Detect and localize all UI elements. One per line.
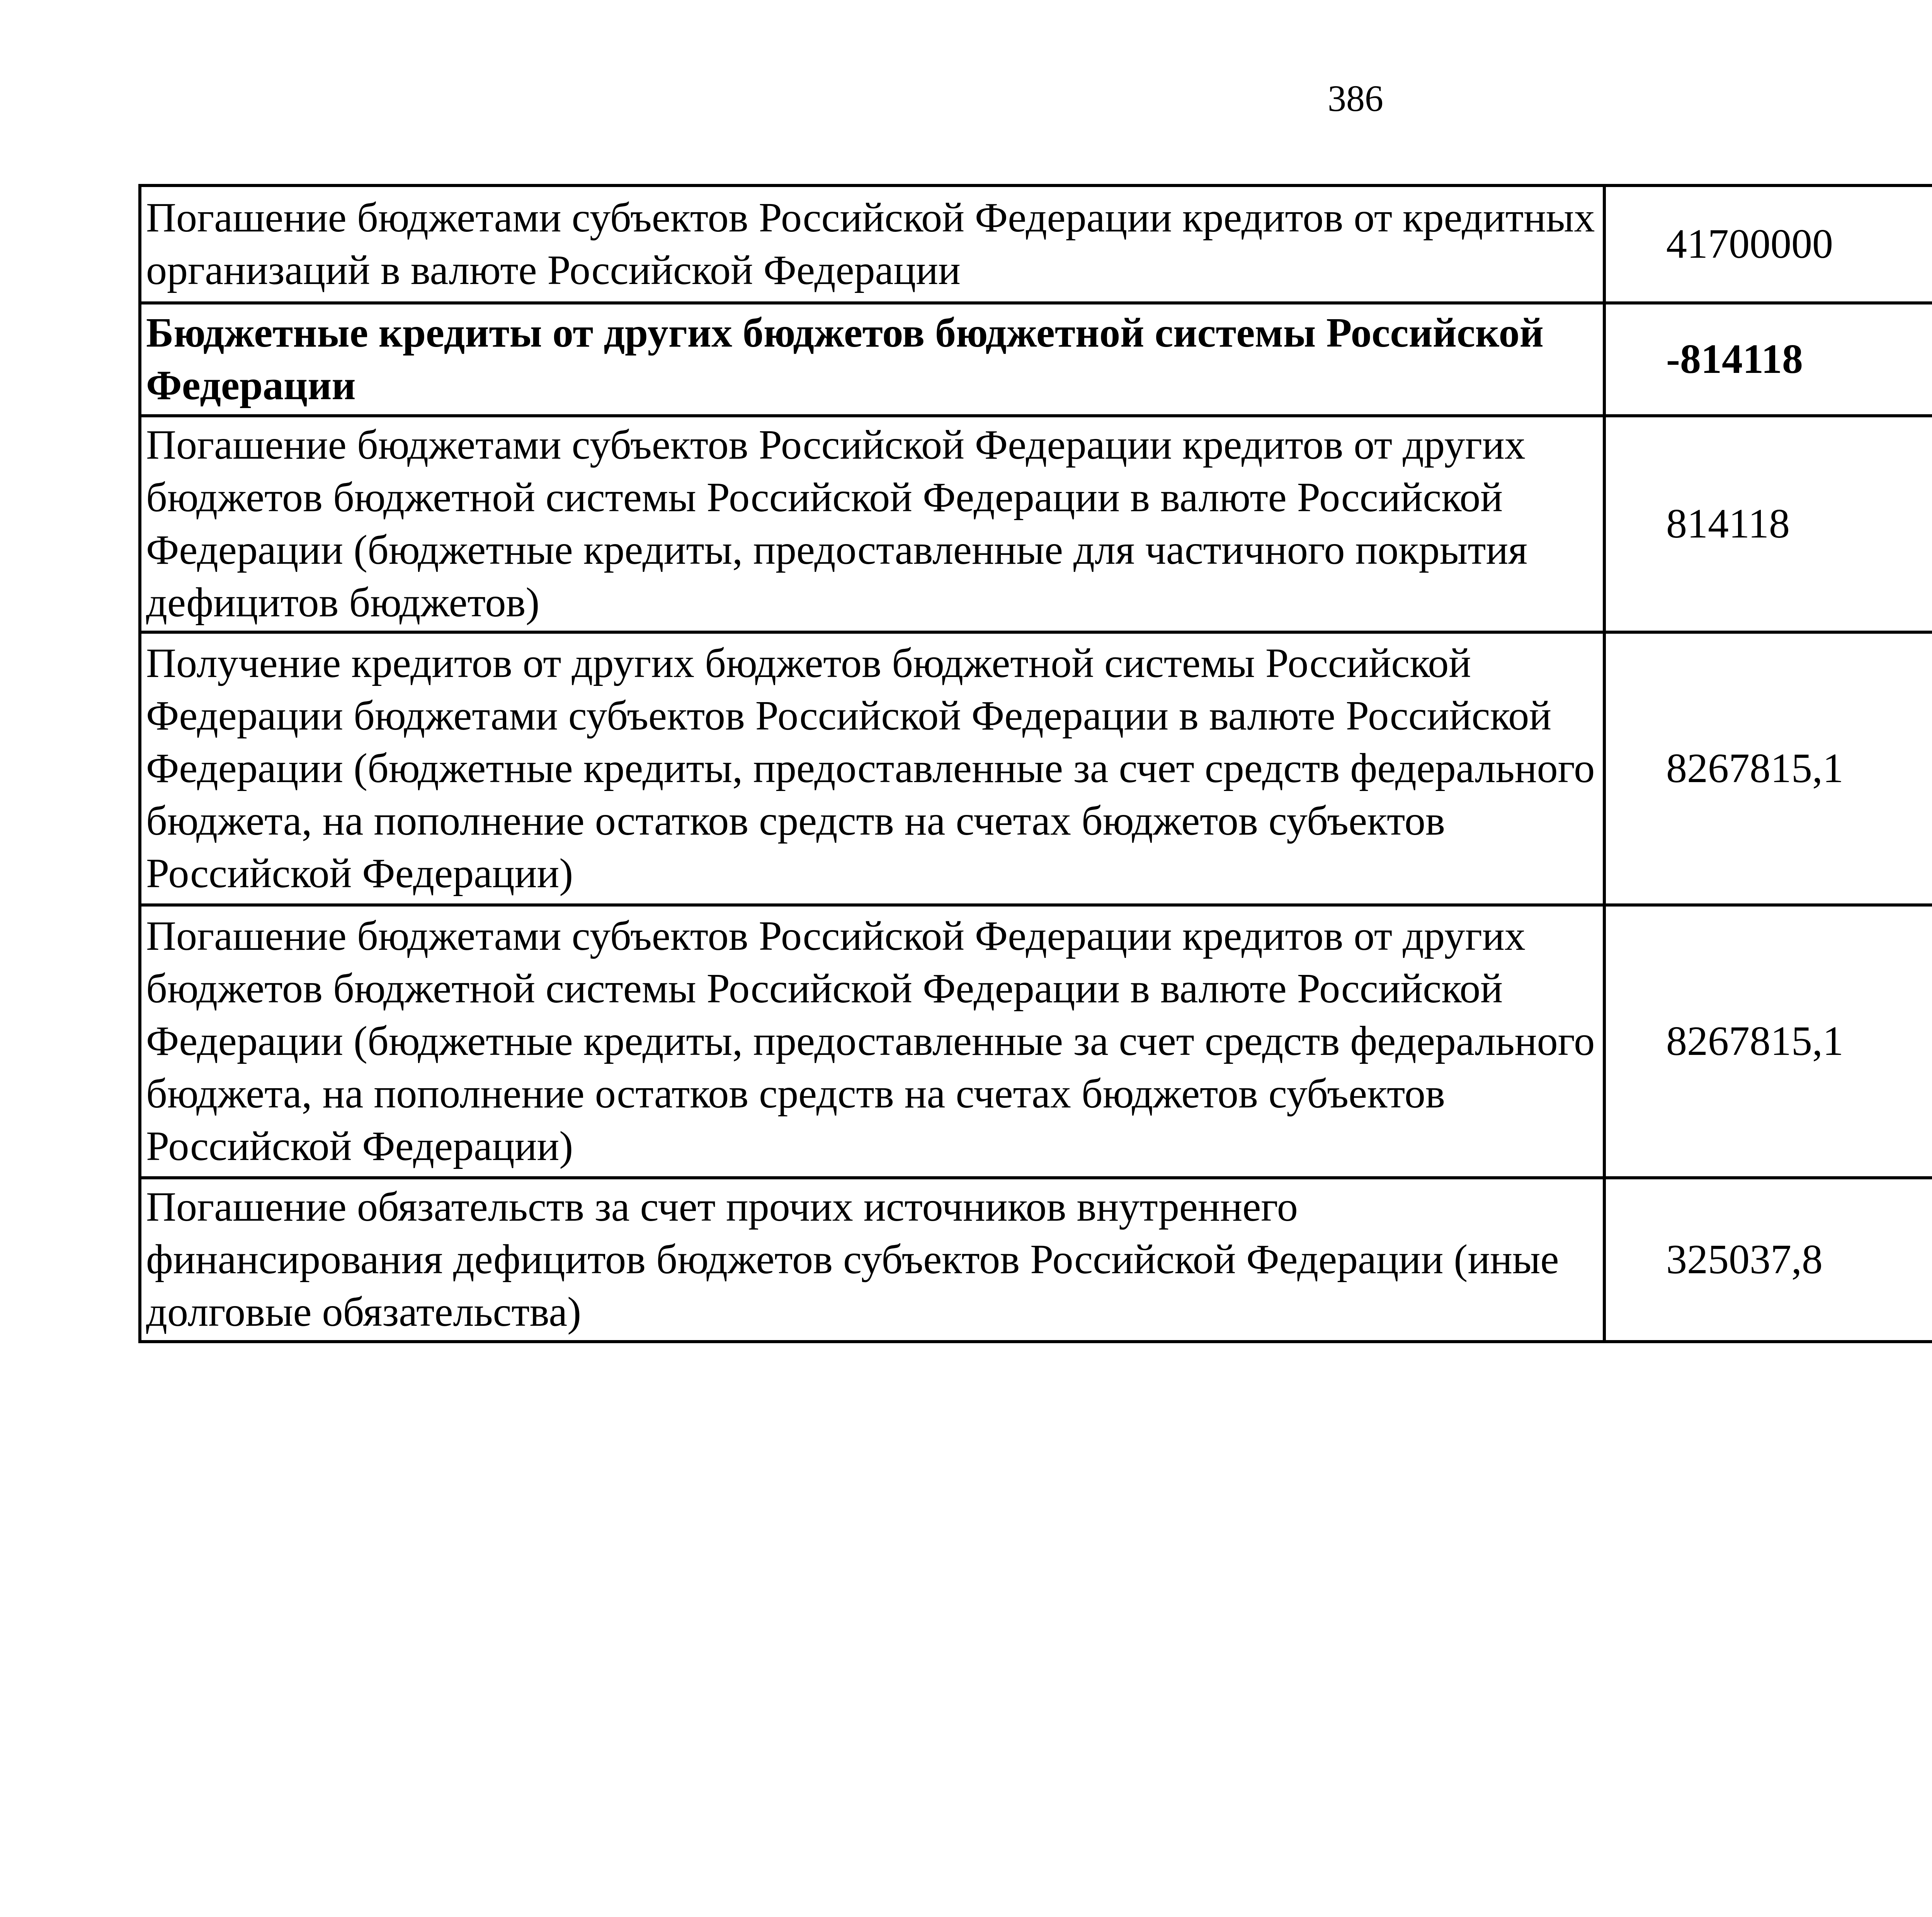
value-cell: 41700000 [1604,185,1932,303]
row-description: Получение кредитов от других бюджетов бюджетной системы Российской Федерации бюджетами субъектов Российской Федерации в валюте Российской Федерации (бюджетные кредиты, предоставленные за счет средств федерального бюджета, на пополнение остатков средств на счетах бюджетов субъектов Российской Федерации) [140,632,1604,905]
table-row [140,416,1932,632]
value-cell: 8267815,1 [1604,632,1932,905]
row-description: Погашение бюджетами субъектов Российской Федерации кредитов от других бюджетов бюджетной системы Российской Федерации в валюте Российской Федерации (бюджетные кредиты, предоставленные для частичного покрытия дефицитов бюджетов) [140,416,1604,632]
row-description: Погашение обязательств за счет прочих источников внутреннего финансирования дефицитов бюджетов субъектов Российской Федерации (иные долговые обязательства) [140,1178,1604,1342]
table-row [140,632,1932,905]
row-description: Погашение бюджетами субъектов Российской Федерации кредитов от других бюджетов бюджетной системы Российской Федерации в валюте Российской Федерации (бюджетные кредиты, предоставленные за счет средств федерального бюджета, на пополнение остатков средств на счетах бюджетов субъектов Российской Федерации) [140,905,1604,1178]
page-number: 386 [1328,78,1383,119]
value-cell: -814118 [1604,303,1932,416]
table-row [140,1178,1932,1342]
value-cell: 814118 [1604,416,1932,632]
row-description: Бюджетные кредиты от других бюджетов бюджетной системы Российской Федерации [140,303,1604,416]
budget-table [138,184,1932,1343]
table-row [140,185,1932,303]
table-row [140,303,1932,416]
value-cell: 325037,8 [1604,1178,1932,1342]
value-cell: 8267815,1 [1604,905,1932,1178]
table-row [140,905,1932,1178]
row-description: Погашение бюджетами субъектов Российской Федерации кредитов от кредитных организаций в валюте Российской Федерации [140,185,1604,303]
